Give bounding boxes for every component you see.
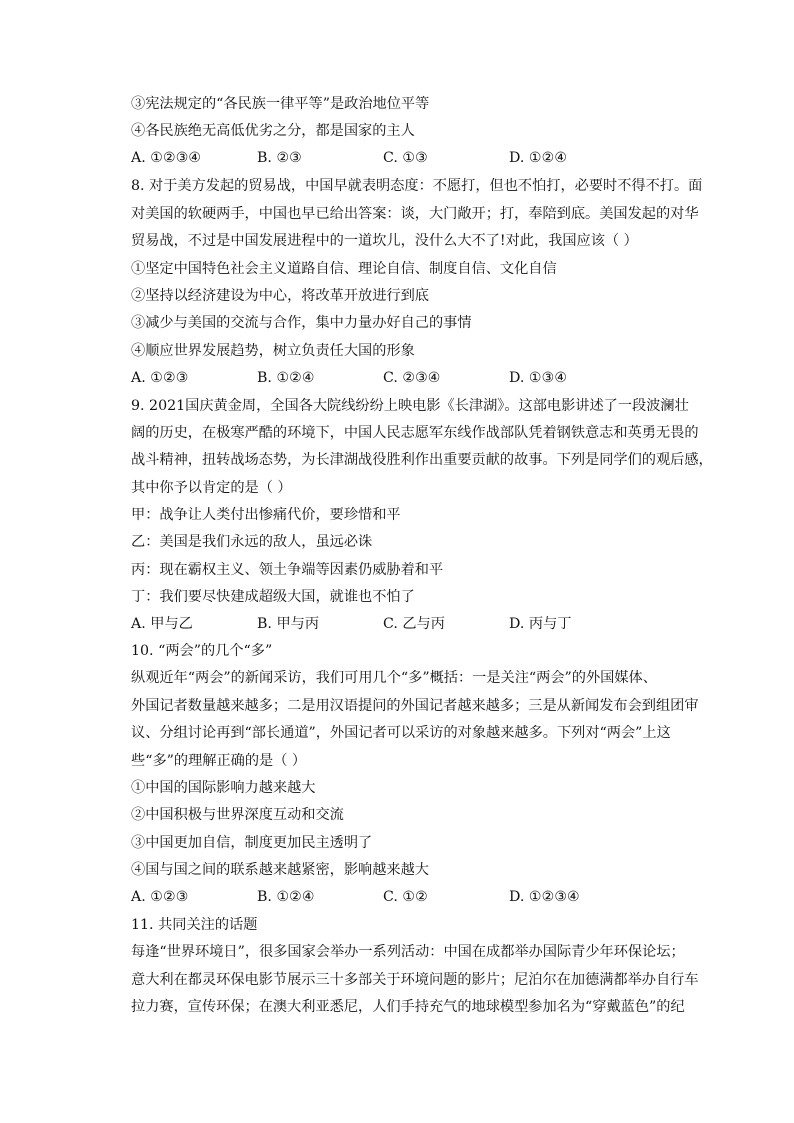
q7-item-4: ④各民族绝无高低优劣之分，都是国家的主人 — [131, 123, 415, 139]
q11-stem-line-1: 每逢“世界环境日”，很多国家会举办一系列活动：中国在成都举办国际青少年环保论坛； — [131, 944, 685, 960]
q8-stem-line-3: 贸易战，不过是中国发展进程中的一道坎儿，没什么大不了!对此，我国应该（ ） — [131, 233, 638, 249]
q10-option-c: C. ①② — [383, 889, 428, 905]
q10-title: 10. “两会”的几个“多” — [131, 643, 273, 659]
q9-stem-line-4: 其中你予以肯定的是（ ） — [131, 480, 292, 496]
q10-stem-line-3: 议、分组讨论再到“部长通道”，外国记者可以采访的对象越来越多。下列对“两会”上这 — [131, 725, 671, 741]
q8-option-b: B. ①②④ — [257, 370, 315, 386]
q10-item-2: ②中国积极与世界深度互动和交流 — [131, 807, 344, 823]
q10-options — [131, 887, 691, 907]
q8-option-c: C. ②③④ — [383, 370, 441, 386]
q7-options — [131, 148, 691, 168]
q10-item-1: ①中国的国际影响力越来越大 — [131, 780, 316, 796]
q8-stem-line-1: 8. 对于美方发起的贸易战，中国早就表明态度：不愿打，但也不怕打，必要时不得不打。面 — [131, 178, 703, 194]
q8-options — [131, 368, 691, 388]
q10-option-a: A. ①②③ — [131, 889, 189, 905]
q9-stem-line-3: 战斗精神，扭转战场态势，为长津湖战役胜利作出重要贡献的故事。下列是同学们的观后感， — [131, 452, 713, 468]
q9-option-d: D. 丙与丁 — [509, 616, 572, 632]
q10-stem-line-4: 些“多”的理解正确的是（ ） — [131, 753, 307, 769]
q7-option-c: C. ①③ — [383, 150, 428, 166]
q8-item-2: ②坚持以经济建设为中心，将改革开放进行到底 — [131, 288, 429, 304]
q9-options — [131, 614, 691, 634]
q11-stem-line-2: 意大利在都灵环保电影节展示三十多部关于环境问题的影片；尼泊尔在加德满都举办自行车 — [131, 972, 699, 988]
q8-option-a: A. ①②③ — [131, 370, 189, 386]
q8-item-1: ①坚定中国特色社会主义道路自信、理论自信、制度自信、文化自信 — [131, 261, 557, 277]
q11-title: 11. 共同关注的话题 — [131, 917, 258, 933]
q9-stem-line-1: 9. 2021国庆黄金周，全国各大院线纷纷上映电影《长津湖》。这部电影讲述了一段波澜壮 — [131, 398, 689, 414]
q9-item-yi: 乙：美国是我们永远的敌人，虽远必诛 — [131, 534, 373, 550]
q10-option-b: B. ①②④ — [257, 889, 315, 905]
q9-item-ding: 丁：我们要尽快建成超级大国，就谁也不怕了 — [131, 589, 415, 605]
q7-option-a: A. ①②③④ — [131, 150, 202, 166]
q8-item-4: ④顺应世界发展趋势，树立负责任大国的形象 — [131, 343, 415, 359]
q11-stem-line-3: 拉力赛，宣传环保；在澳大利亚悉尼，人们手持充气的地球模型参加名为“穿戴蓝色”的纪 — [131, 999, 685, 1015]
q9-option-b: B. 甲与丙 — [257, 616, 320, 632]
q7-option-d: D. ①②④ — [509, 150, 568, 166]
q9-stem-line-2: 阔的历史，在极寒严酷的环境下，中国人民志愿军东线作战部队凭着钢铁意志和英勇无畏的 — [131, 425, 699, 441]
q7-option-b: B. ②③ — [257, 150, 302, 166]
q10-stem-line-1: 纵观近年“两会”的新闻采访，我们可用几个“多”概括：一是关注“两会”的外国媒体、 — [131, 670, 657, 686]
q7-item-3: ③宪法规定的“各民族一律平等”是政治地位平等 — [131, 96, 430, 112]
q8-stem-line-2: 对美国的软硬两手，中国也早已给出答案：谈，大门敞开；打，奉陪到底。美国发起的对华 — [131, 206, 699, 222]
q8-option-d: D. ①③④ — [509, 370, 568, 386]
q10-stem-line-2: 外国记者数量越来越多；二是用汉语提问的外国记者越来越多；三是从新闻发布会到组团审 — [131, 698, 699, 714]
q9-option-c: C. 乙与丙 — [383, 616, 445, 632]
q9-option-a: A. 甲与乙 — [131, 616, 193, 632]
q8-item-3: ③减少与美国的交流与合作，集中力量办好自己的事情 — [131, 315, 472, 331]
q9-item-bing: 丙：现在霸权主义、领土争端等因素仍威胁着和平 — [131, 562, 444, 578]
q9-item-jia: 甲：战争让人类付出惨痛代价，要珍惜和平 — [131, 507, 401, 523]
q10-option-d: D. ①②③④ — [509, 889, 580, 905]
q10-item-4: ④国与国之间的联系越来越紧密，影响越来越大 — [131, 862, 429, 878]
q10-item-3: ③中国更加自信，制度更加民主透明了 — [131, 835, 373, 851]
